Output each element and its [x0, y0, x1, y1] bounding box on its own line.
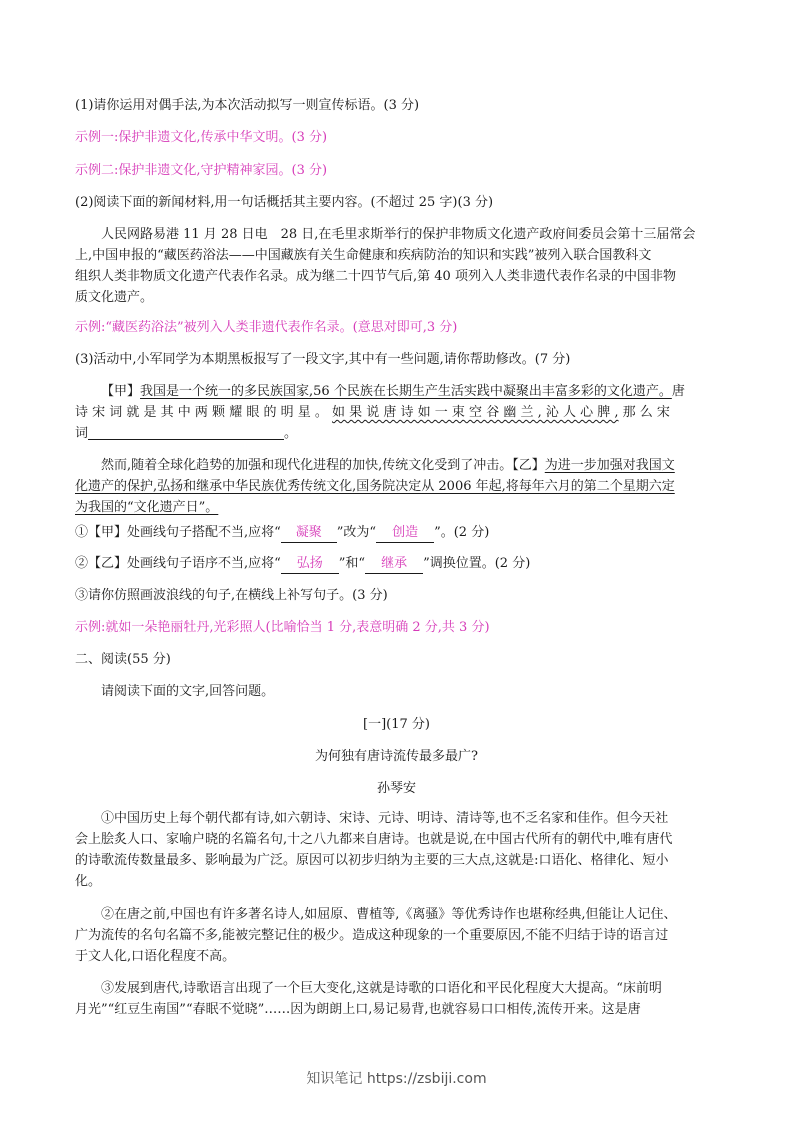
yi-line-1: [101, 454, 723, 477]
article-author: 孙琴安: [376, 781, 416, 796]
sub2-answer-1: 弘扬: [281, 555, 339, 574]
q2-example: 示例:“藏医药浴法”被列入人类非遗代表作名录。(意思对即可,3 分): [75, 320, 458, 335]
jia-tag: 【甲】: [101, 384, 141, 399]
jia-line-1: [101, 380, 723, 403]
q3-prompt: (3)活动中,小军同学为本期黑板报写了一段文字,其中有一些问题,请你帮助修改。(7 分): [75, 352, 571, 367]
q1-example-1: 示例一:保护非遗文化,传承中华文明。(3 分): [75, 130, 328, 145]
section-heading: 二、阅读(55 分): [75, 652, 171, 667]
sub-question-3: ③请你仿照画波浪线的句子,在横线上补写句子。(3 分): [75, 588, 388, 603]
news-line: 人民网路易港 11 月 28 日电 28 日,在毛里求斯举行的保护非物质文化遗产政府间委员会第十三届常会: [101, 227, 696, 242]
sub1-text: ”。(2 分): [434, 525, 490, 540]
reading-instruction: 请阅读下面的文字,回答问题。: [101, 684, 275, 699]
paragraph-line: 化。: [75, 874, 102, 889]
paragraph-line: 月光”“红豆生南国”“春眠不觉晓”……因为朗朗上口,易记易背,也就容易口口相传,流传开来。这是唐: [75, 1002, 641, 1017]
jia-line3-start: 词: [75, 426, 89, 441]
article-title: 为何独有唐诗流传最多最广?: [315, 749, 478, 764]
jia-line3-end: 。: [284, 426, 298, 441]
q1-example-2: 示例二:保护非遗文化,守护精神家园。(3 分): [75, 163, 328, 178]
yi-underlined: 为进一步加强对我国文: [544, 458, 675, 473]
jia-underlined-sentence: 我国是一个统一的多民族国家,56 个民族在长期生产生活实践中凝聚出丰富多彩的文化遗产。: [140, 384, 672, 399]
paragraph-line: 广为流传的名句名篇不多,能被完整记住的极少。造成这种现象的一个重要原因,不能不归结于诗的语言过: [75, 928, 669, 943]
wavy-sentence: 如 果 说 唐 诗 如 一 束 空 谷 幽 兰 , 沁 人 心 脾 ,: [332, 405, 619, 420]
news-line: 组织人类非物质文化遗产代表作名录。成为继二十四节气后,第 40 项列入人类非遗代表作名录的中国非物: [75, 269, 676, 284]
sub2-answer-2: 继承: [365, 555, 423, 574]
sub1-text: ①【甲】处画线句子搭配不当,应将“: [75, 525, 281, 540]
paragraph-line: 的诗歌流传数量最多、影响最为广泛。原因可以初步归纳为主要的三大点,这就是:口语化、格律化、短小: [75, 853, 669, 868]
part-label: [一](17 分): [363, 717, 430, 732]
jia-line2-text: 诗 宋 词 就 是 其 中 两 颗 耀 眼 的 明 星 。: [75, 405, 332, 420]
answer-blank[interactable]: [88, 424, 284, 440]
sub2-text: ②【乙】处画线句子语序不当,应将“: [75, 556, 281, 571]
news-line: 上,中国申报的“藏医药浴法——中国藏族有关生命健康和疾病防治的知识和实践”被列入联合国教科文: [75, 248, 652, 263]
sub1-text: ”改为“: [336, 525, 377, 540]
footer-watermark: 知识笔记 https://zsbiji.com: [306, 1071, 487, 1087]
paragraph-line: ①中国历史上每个朝代都有诗,如六朝诗、宋诗、元诗、明诗、清诗等,也不乏名家和佳作。但今天社: [101, 811, 669, 826]
q2-prompt: (2)阅读下面的新闻材料,用一句话概括其主要内容。(不超过 25 字)(3 分): [75, 195, 494, 210]
jia-rest: 唐: [671, 384, 685, 399]
sub-question-1: [75, 521, 723, 544]
sub-question-2: [75, 552, 723, 575]
sub1-answer-1: 凝聚: [281, 524, 337, 543]
yi-text: 然而,随着全球化趋势的加强和现代化进程的加快,传统文化受到了冲击。【乙】: [101, 458, 545, 473]
sub2-text: ”调换位置。(2 分): [423, 556, 531, 571]
paragraph-line: 会上脍炙人口、家喻户晓的名篇名句,十之八九都来自唐诗。也就是说,在中国古代所有的朝代中,唯有唐代: [75, 832, 673, 847]
paragraph-line: ③发展到唐代,诗歌语言出现了一个巨大变化,这就是诗歌的口语化和平民化程度大大提高。“床前明: [101, 981, 662, 996]
sub3-example: 示例:就如一朵艳丽牡丹,光彩照人(比喻恰当 1 分,表意明确 2 分,共 3 分): [75, 620, 490, 635]
sub1-answer-2: 创造: [376, 524, 434, 543]
paragraph-line: ②在唐之前,中国也有许多著名诗人,如屈原、曹植等,《离骚》等优秀诗作也堪称经典,但能让人记住、: [101, 907, 677, 922]
sub2-text: ”和“: [338, 556, 366, 571]
yi-line-2: 化遗产的保护,弘扬和继承中华民族优秀传统文化,国务院决定从 2006 年起,将每年六月的第二个星期六定: [75, 479, 675, 494]
news-line: 质文化遗产。: [75, 290, 154, 305]
q1-prompt: (1)请你运用对偶手法,为本次活动拟写一则宣传标语。(3 分): [75, 98, 420, 113]
paragraph-line: 于文人化,口语化程度不高。: [75, 949, 236, 964]
jia-line-3: [75, 422, 723, 445]
yi-line-3: 为我国的“文化遗产日”。: [75, 500, 219, 515]
jia-line2-end: 那 么 宋: [618, 405, 670, 420]
jia-line-2: [75, 401, 723, 424]
